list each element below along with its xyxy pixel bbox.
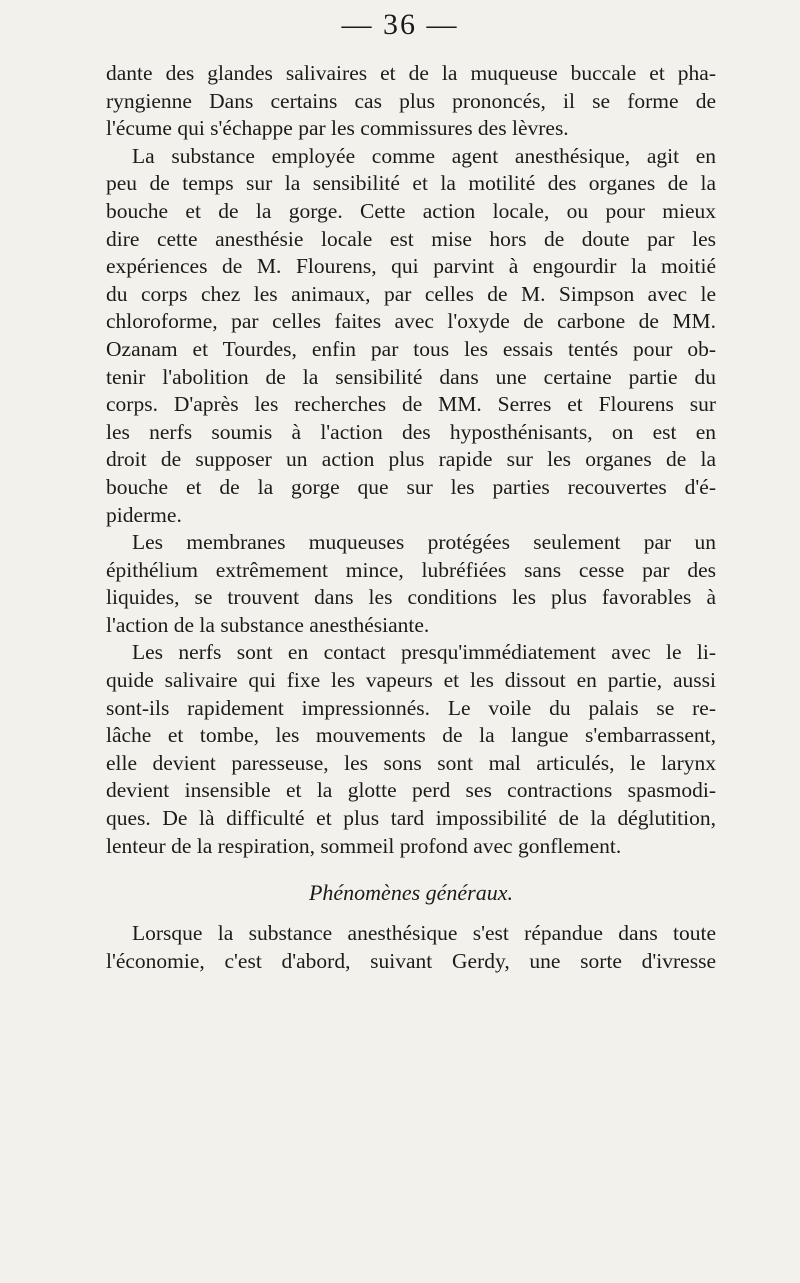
text-line: tenir l'abolition de la sensibilité dans une certaine partie du	[106, 364, 716, 389]
text-line: piderme.	[106, 502, 182, 527]
section-heading: Phénomènes généraux.	[308, 880, 514, 906]
text-line: bouche et de la gorge que sur les parties recouvertes d'é-	[106, 474, 716, 499]
text-line: corps. D'après les recherches de MM. Serres et Flourens sur	[106, 392, 716, 417]
text-line: l'économie, c'est d'abord, suivant Gerdy, une sorte d'ivresse	[106, 948, 716, 973]
text-line: Ozanam et Tourdes, enfin par tous les essais tentés pour ob-	[106, 336, 716, 361]
text-line: l'action de la substance anesthésiante.	[106, 612, 430, 637]
body-text	[106, 60, 716, 975]
text-line: chloroforme, par celles faites avec l'oxyde de carbone de MM.	[106, 309, 716, 334]
page-number: — 36 —	[341, 8, 459, 41]
text-line: l'écume qui s'échappe par les commissures des lèvres.	[106, 116, 569, 141]
text-line: expériences de M. Flourens, qui parvint à engourdir la moitié	[106, 254, 716, 279]
text-line: épithélium extrêmement mince, lubréfiées sans cesse par des	[106, 557, 716, 582]
text-line: Les nerfs sont en contact presqu'immédiatement avec le li-	[132, 640, 716, 665]
text-line: Lorsque la substance anesthésique s'est répandue dans toute	[132, 921, 716, 946]
text-line: elle devient paresseuse, les sons sont mal articulés, le larynx	[106, 750, 716, 775]
text-line: lâche et tombe, les mouvements de la langue s'embarrassent,	[106, 723, 716, 748]
text-line: bouche et de la gorge. Cette action locale, ou pour mieux	[106, 198, 716, 223]
text-line: lenteur de la respiration, sommeil profond avec gonflement.	[106, 833, 622, 858]
paragraph-1	[106, 60, 716, 143]
text-line: les nerfs soumis à l'action des hyposthénisants, on est en	[106, 419, 716, 444]
text-line: du corps chez les animaux, par celles de M. Simpson avec le	[106, 281, 716, 306]
text-line: dante des glandes salivaires et de la muqueuse buccale et pha-	[106, 61, 716, 85]
text-line: droit de supposer un action plus rapide sur les organes de la	[106, 447, 716, 472]
text-line: devient insensible et la glotte perd ses contractions spasmodi-	[106, 778, 716, 803]
text-line: peu de temps sur la sensibilité et la motilité des organes de la	[106, 171, 716, 196]
paragraph-3	[106, 529, 716, 639]
paragraph-4	[106, 639, 716, 860]
text-line: ryngienne Dans certains cas plus prononcés, il se forme de	[106, 88, 716, 113]
text-line: liquides, se trouvent dans les conditions les plus favorables à	[106, 585, 716, 610]
text-line: Les membranes muqueuses protégées seulement par un	[132, 530, 716, 555]
text-line: dire cette anesthésie locale est mise hors de doute par les	[106, 226, 716, 251]
text-line: La substance employée comme agent anesthésique, agit en	[132, 143, 716, 168]
text-line: quide salivaire qui fixe les vapeurs et les dissout en partie, aussi	[106, 668, 716, 693]
text-line: sont-ils rapidement impressionnés. Le voile du palais se re-	[106, 695, 716, 720]
text-line: ques. De là difficulté et plus tard impossibilité de la déglutition,	[106, 806, 716, 831]
paragraph-5	[106, 920, 716, 975]
paragraph-2	[106, 143, 716, 529]
